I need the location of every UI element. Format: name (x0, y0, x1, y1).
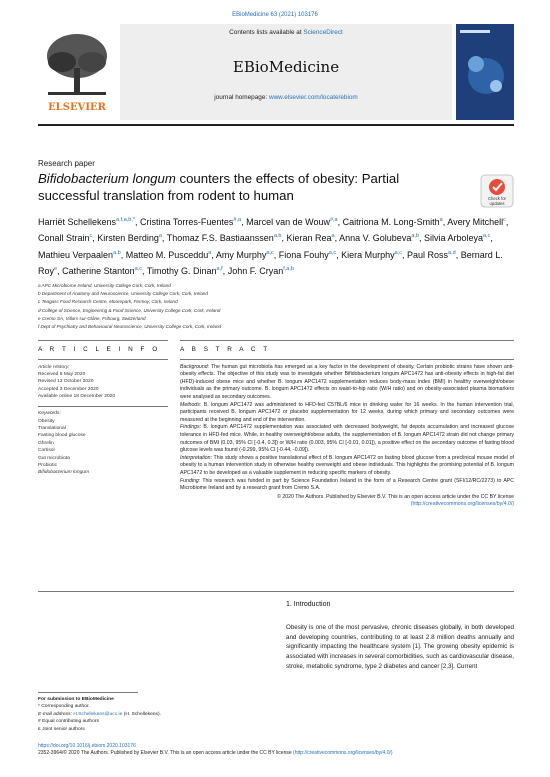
affiliation-item: c Teagasc Food Research Centre, Moorepark, Fermoy, Cork, Ireland (38, 299, 178, 305)
copyright-text: © 2020 The Authors. Published by Elsevier B.V. This is an open access article under the CC BY license (277, 493, 514, 500)
history-item: Accepted 3 December 2020 (38, 386, 99, 392)
affiliation-item: f Dept of Psychiatry and Behavioural Neuroscience, University College Cork, Cork, Ireland (38, 324, 222, 330)
findings-text: B. longum APC1472 supplementation was associated with decreased bodyweight, fat depots accumulation and increased glucose tolerance in HFD-fed mice. While, in healthy overweight/obese adults, the supplementation of B. longum APC1472 strain did not change primary outcomes of BMI (0.03, 95% CI [-0.4, 0.3]) or W/H ratio (0.003, 95% CI [-0.01, 0.01]), a positive effect on the secondary outcome of fasting blood glucose levels was found (-0.299, 95% CI [-0.44, -0.09]). (180, 424, 514, 454)
findings-label: Findings: (180, 424, 202, 431)
crossmark-line1: Check for (488, 196, 506, 201)
author-affiliation-marker: #,a (233, 217, 242, 223)
background-label: Background: (180, 363, 210, 370)
author-affiliation-marker: a,b (411, 233, 419, 240)
journal-title: EBioMedicine (232, 58, 340, 76)
interpretation-text: This study shows a positive translational effect of B. longum APC1472 on fasting blood glucose from a preclinical mouse model of obesity to a human intervention study in otherwise healthy overweight and obese individuals. This highlights the promising potential of B. longum APC1472 to be developed as a valuable supplement in reducing specific markers of obesity. (180, 454, 514, 476)
issn-line (38, 750, 514, 757)
email-link[interactable]: H.Schellekens@ucc.ie (73, 711, 123, 717)
author-name[interactable]: Caitriona M. Long-Smith (342, 217, 440, 227)
background-text: The human gut microbiota has emerged as a key factor in the development of obesity. Certain probiotic strains have shown anti-obesity effects. The objective of this study was to investigate whether Bifidobacterium longum APC1472 has anti-obesity effects in high-fat diet (HFD)-induced obese mice and whether B. longum APC1472 supplementation reduces body-mass index (BMI) in healthy overweight/obese individuals as the primary outcome. B. longum APC1472 effects on waist-to-hip ratio (W/H ratio) and on obesity-associated plasma biomarkers were analysed as secondary outcomes. (180, 363, 514, 400)
author-name[interactable]: Thomaz F.S. Bastiaanssen (166, 233, 274, 244)
license-link[interactable]: (http://creativecommons.org/licenses/by/4.0/) (410, 501, 514, 508)
affiliation-item: d College of Science, Engineering & Food Science, University College Cork, Cork, Ireland (38, 307, 221, 313)
equal-contribution-note: # Equal contributing authors (38, 719, 99, 725)
history-label: Article History: (38, 364, 70, 370)
keyword-item: Ghrelin (38, 440, 54, 446)
author-name[interactable]: Silvia Arboleya (424, 233, 484, 244)
author-name[interactable]: Kieran Rea (286, 233, 332, 244)
author-name[interactable]: Harriët Schellekens (38, 217, 117, 227)
article-title (38, 170, 458, 204)
author-affiliation-marker: c (89, 233, 93, 240)
footnotes (38, 696, 278, 733)
author-affiliation-marker: #,a (329, 217, 338, 223)
history-list (38, 371, 168, 401)
journal-reference[interactable] (0, 12, 550, 18)
author-name[interactable]: Timothy G. Dinan (146, 266, 217, 277)
history-item: Available online 18 December 2020 (38, 394, 116, 400)
author-affiliation-marker: a (158, 233, 162, 240)
author-name[interactable]: Kirsten Berding (97, 233, 159, 244)
author-affiliation-marker: a,c (134, 266, 142, 273)
affiliation-item: b Department of Anatomy and Neuroscience, University College Cork, Cork, Ireland (38, 291, 208, 297)
article-type: Research paper (38, 159, 95, 168)
email-suffix: (H. Schellekens). (122, 711, 161, 717)
author-name[interactable]: Fiona Fouhy (278, 249, 329, 260)
article-info (38, 346, 168, 477)
journal-homepage-link[interactable]: www.elsevier.com/locate/ebiom (268, 94, 358, 101)
methods-text: B. longum APC1472 was administered to HFD-fed C57BL/6 mice in drinking water for 16 weeks. In the human intervention trial, participants received B. longum APC1472 or placebo supplementation for 12 weeks, during which primary and secondary outcomes were measured at the beginning and end of the intervention. (180, 401, 514, 423)
abstract (180, 346, 514, 509)
masthead-center (120, 24, 452, 120)
funding-label: Funding: (180, 477, 201, 484)
author-affiliation-marker: a (208, 249, 212, 256)
history-item: Received 6 May 2020 (38, 372, 86, 377)
journal-reference-link[interactable]: EBioMedicine 63 (2021) 103176 (232, 12, 318, 18)
author-affiliation-marker: a,c (394, 249, 402, 256)
homepage-prefix: journal homepage: (214, 94, 269, 101)
title-rest: counters the effects of obesity: Partial successful translation from rodent to human (38, 171, 400, 203)
author-affiliation-marker: a,d (448, 249, 456, 256)
author-affiliation-marker: a,c (266, 249, 274, 256)
author-affiliation-marker: c (503, 217, 506, 223)
elsevier-wordmark: ELSEVIER (48, 102, 106, 113)
author-name[interactable]: Bernard L. Roy (38, 249, 503, 277)
funding-text: This research was funded in part by Science Foundation Ireland in the form of a Research Centre grant (SFI/12/RC/2273) to APC Microbiome Ireland and by a research grant from Cremo S.A. (180, 477, 514, 492)
contents-line (120, 29, 452, 36)
author-affiliation-marker: a (331, 233, 335, 240)
author-affiliation-marker: a,b (273, 233, 282, 240)
keyword-item: Obesity (38, 418, 55, 424)
article-info-heading: A R T I C L E I N F O (38, 346, 161, 353)
methods-label: Methods: (180, 401, 202, 408)
joint-senior-note: £ Joint senior authors (38, 726, 85, 732)
introduction-text: Obesity is one of the most pervasive, chronic diseases globally, in both developed and developing countries, contributing to at least 2.8 million deaths annually and significantly impacting the healthcare system [1]. The growing obesity epidemic is associated with increases in several comorbidities, such as cardiovascular disease, stroke, metabolic syndrome, type 2 diabetes and cancer [2,3]. Current (286, 624, 515, 670)
divider (38, 406, 168, 407)
author-name[interactable]: John F. Cryan (227, 266, 284, 277)
keyword-item: Cortisol (38, 448, 55, 454)
author-affiliation-marker: f,a,b (283, 266, 294, 273)
author-name[interactable]: Conall Strain (38, 233, 90, 244)
author-affiliation-marker: a,f,a,b,* (116, 217, 136, 223)
footnote-rule (38, 692, 138, 693)
affiliation-item: e Cremo SA, Villars-sur-Glâne, Fribourg, Switzerland (38, 315, 146, 321)
author-name[interactable]: Catherine Stanton (62, 266, 135, 277)
affiliation-list (38, 282, 514, 331)
author-name[interactable]: Mathieu Verpaalen (38, 249, 114, 260)
divider (180, 359, 514, 360)
keyword-item: Translational (38, 426, 66, 432)
issn-text: 2352-3964/© 2020 The Authors. Published by Elsevier B.V. This is an open access article under the CC BY license (38, 750, 294, 757)
keyword-item: Fasting blood glucose (38, 433, 86, 439)
check-for-updates-button[interactable] (480, 174, 514, 208)
email-label: E-mail address: (38, 711, 74, 717)
history-item: Revised 13 October 2020 (38, 379, 94, 385)
page-footer (38, 743, 514, 758)
divider (38, 359, 168, 360)
title-species: Bifidobacterium longum (38, 171, 176, 186)
homepage-line (120, 94, 452, 101)
affiliation-item: a APC Microbiome Ireland, University College Cork, Cork, Ireland (38, 283, 171, 288)
crossmark-line2: updates (489, 201, 505, 206)
divider (180, 340, 514, 341)
keyword-item: Probiotic (38, 463, 58, 469)
abstract-heading: A B S T R A C T (180, 346, 271, 353)
sciencedirect-link[interactable]: ScienceDirect (303, 29, 343, 36)
crossmark-icon (480, 174, 514, 208)
abstract-body (180, 364, 514, 509)
author-affiliation-marker: e (54, 266, 58, 273)
submission-note: For submission to EBioMedicine (38, 697, 114, 702)
author-list: Harriët Schellekens$^{a,f,a,b,*}$, Cristina Torres-Fuentes$^{\#,a}$, Marcel van de Wouw$^{\#,a}$, Caitriona M. Long-Smith$^a$, Avery Mitchell$^c$, Conall Strain$^c$, Kirsten Berding$^a$, Thomaz F.S. Bastiaanssen$^{a,b}$, Kieran Rea$^a$, Anna V. Golubeva$^{a,b}$, Silvia Arboleya$^{a,c}$, Mathieu Verpaalen$^{a,b}$, Matteo M. Pusceddu$^a$, Amy Murphy$^{a,c}$, Fiona Fouhy$^{a,c}$, Kiera Murphy$^{a,c}$, Paul Ross$^{a,d}$, Bernard L. Roy$^e$, Catherine Stanton$^{a,c}$, Timothy G. Dinan$^{a,f}$, John F. Cryan$^{f,a,b}$ (38, 217, 509, 277)
keyword-item: Bifidobacterium longum (38, 470, 90, 476)
author-name[interactable]: Cristina Torres-Fuentes (140, 217, 234, 227)
divider (38, 340, 168, 341)
journal-masthead (38, 24, 514, 144)
author-name[interactable]: Paul Ross (407, 249, 449, 260)
footer-license-link[interactable]: (http://creativecommons.org/licenses/by/4.0/) (293, 750, 393, 757)
author-affiliation-marker: a,c (328, 249, 337, 256)
author-name[interactable]: Amy Murphy (215, 249, 267, 260)
keywords-label: Keywords: (38, 411, 61, 417)
interpretation-label: Interpretation: (180, 454, 213, 461)
author-name[interactable]: Matteo M. Pusceddu (125, 249, 209, 260)
doi-link[interactable]: https://doi.org/10.1016/j.ebiom.2020.103176 (38, 743, 136, 749)
author-name[interactable]: Anna V. Golubeva (339, 233, 412, 244)
author-affiliation-marker: a (439, 217, 443, 223)
contents-prefix: Contents lists available at (229, 29, 304, 36)
keyword-item: Gut microbiota (38, 455, 70, 461)
author-affiliation-marker: a,b (113, 249, 121, 256)
elsevier-logo (38, 24, 116, 120)
section-title: 1. Introduction (286, 601, 331, 608)
email-note (38, 711, 278, 718)
author-name[interactable]: Avery Mitchell (447, 217, 504, 227)
divider (38, 591, 514, 592)
journal-cover-image (456, 24, 514, 120)
masthead-rule (38, 124, 514, 126)
author-name[interactable]: Marcel van de Wouw (246, 217, 330, 227)
keywords-list (38, 418, 168, 477)
author-affiliation-marker: a,c (483, 233, 491, 240)
corresponding-note: * Corresponding author. (38, 704, 90, 710)
author-affiliation-marker: a,f (216, 266, 223, 273)
author-name[interactable]: Kiera Murphy (341, 249, 395, 260)
